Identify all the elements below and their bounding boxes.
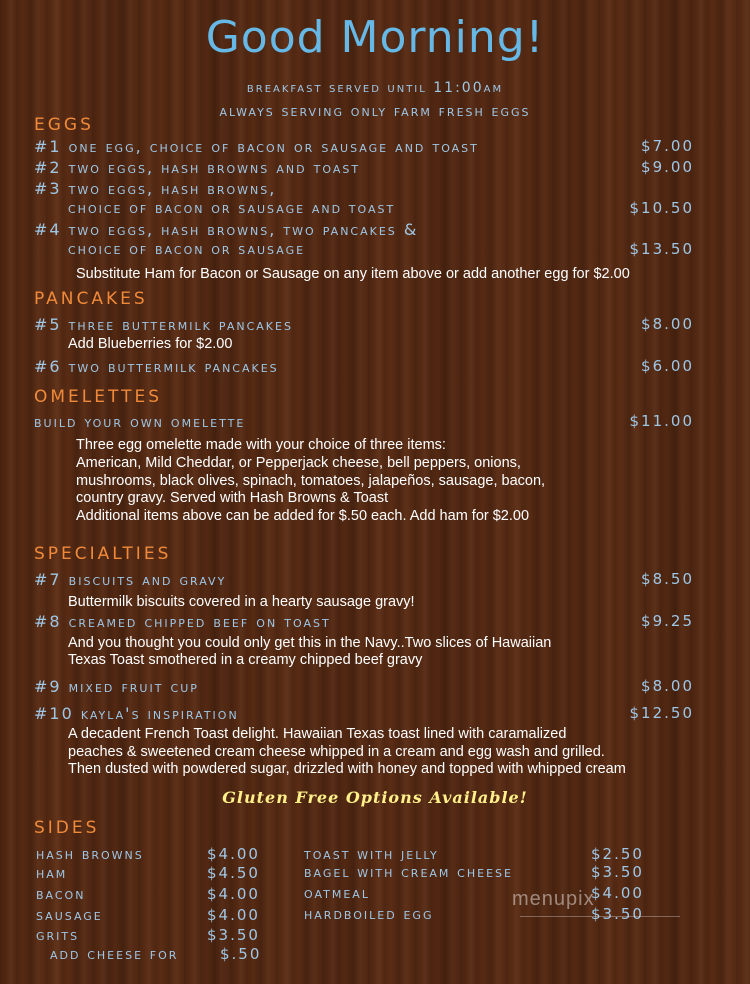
pancake-item-5-note: Add Blueberries for $2.00 <box>68 336 233 352</box>
side-sausage: sausage <box>36 906 103 924</box>
pancake-item-5: #5 three buttermilk pancakes <box>34 315 293 334</box>
side-bagel-price: $3.50 <box>591 863 644 881</box>
omelette-desc-4: country gravy. Served with Hash Browns & Toast <box>76 490 389 506</box>
watermark-underline <box>520 916 680 917</box>
side-ham-price: $4.50 <box>207 864 260 882</box>
egg-item-4: #4 two eggs, hash browns, two pancakes & <box>34 220 419 239</box>
eggs-note: Substitute Ham for Bacon or Sausage on any item above or add another egg for $2.00 <box>76 266 630 282</box>
specialties-heading: specialties <box>34 537 172 565</box>
gluten-free-banner: Gluten Free Options Available! <box>222 788 528 807</box>
side-oatmeal-price: $4.00 <box>591 884 644 902</box>
side-sausage-price: $4.00 <box>207 906 260 924</box>
specialty-item-10: #10 kayla's inspiration <box>34 704 239 723</box>
egg-item-2-price: $9.00 <box>641 158 694 176</box>
side-egg-price: $3.50 <box>591 905 644 923</box>
side-grits: grits <box>36 926 80 944</box>
omelette-desc-2: American, Mild Cheddar, or Pepperjack cheese, bell peppers, onions, <box>76 455 521 471</box>
egg-item-1-price: $7.00 <box>641 137 694 155</box>
specialty-item-7-price: $8.50 <box>641 570 694 588</box>
egg-item-3-price: $10.50 <box>629 199 694 217</box>
specialty-item-10-desc-2: peaches & sweetened cream cheese whipped in a cream and egg wash and grilled. <box>68 744 605 760</box>
specialty-item-7: #7 biscuits and gravy <box>34 570 227 589</box>
side-bacon-price: $4.00 <box>207 885 260 903</box>
specialty-item-9-price: $8.00 <box>641 677 694 695</box>
egg-item-4-cont: choice of bacon or sausage <box>68 240 306 258</box>
side-toast-with-jelly: toast with jelly <box>304 845 439 863</box>
side-add-cheese-price: $.50 <box>220 945 262 963</box>
hours-subtitle: breakfast served until 11:00am <box>246 80 504 96</box>
egg-item-3: #3 two eggs, hash browns, <box>34 179 277 198</box>
pancake-item-6-price: $6.00 <box>641 357 694 375</box>
specialty-item-9: #9 mixed fruit cup <box>34 677 199 696</box>
specialty-item-10-desc-3: Then dusted with powdered sugar, drizzled with honey and topped with whipped cream <box>68 761 626 777</box>
specialty-item-8-desc-2: Texas Toast smothered in a creamy chipped beef gravy <box>68 652 423 668</box>
pancakes-heading: pancakes <box>34 282 148 310</box>
specialty-item-8-price: $9.25 <box>641 612 694 630</box>
side-oatmeal: oatmeal <box>304 884 370 902</box>
sides-heading: sides <box>34 811 100 839</box>
side-bagel-cream-cheese: bagel with cream cheese <box>304 863 513 881</box>
omelette-build-price: $11.00 <box>629 412 694 430</box>
side-bacon: bacon <box>36 885 86 903</box>
omelette-desc-3: mushrooms, black olives, spinach, tomatoes, jalapeños, sausage, bacon, <box>76 473 546 489</box>
side-add-cheese: add cheese for <box>50 945 179 963</box>
pancake-item-6: #6 two buttermilk pancakes <box>34 357 279 376</box>
egg-item-2: #2 two eggs, hash browns and toast <box>34 158 361 177</box>
omelette-desc-1: Three egg omelette made with your choice of three items: <box>76 437 446 453</box>
side-hardboiled-egg: hardboiled egg <box>304 905 434 923</box>
side-hash-browns-price: $4.00 <box>207 845 260 863</box>
egg-item-3-cont: choice of bacon or sausage and toast <box>68 199 396 217</box>
page-title: Good Morning! <box>205 12 545 63</box>
specialty-item-10-price: $12.50 <box>629 704 694 722</box>
farm-fresh-subtitle: always serving only farm fresh eggs <box>219 102 531 120</box>
omelette-desc-5: Additional items above can be added for $.50 each. Add ham for $2.00 <box>76 508 530 524</box>
specialty-item-8-desc-1: And you thought you could only get this in the Navy..Two slices of Hawaiian <box>68 635 552 651</box>
specialty-item-8: #8 creamed chipped beef on toast <box>34 612 331 631</box>
pancake-item-5-price: $8.00 <box>641 315 694 333</box>
egg-item-1: #1 one egg, choice of bacon or sausage and toast <box>34 137 479 156</box>
side-grits-price: $3.50 <box>207 926 260 944</box>
menupix-watermark: menupix <box>512 888 595 910</box>
omelettes-heading: omelettes <box>34 380 163 408</box>
specialty-item-10-desc-1: A decadent French Toast delight. Hawaiian Texas toast lined with caramalized <box>68 726 567 742</box>
egg-item-4-price: $13.50 <box>629 240 694 258</box>
side-hash-browns: hash browns <box>36 845 144 863</box>
side-ham: ham <box>36 864 68 882</box>
omelette-build-your-own: build your own omelette <box>34 412 246 431</box>
side-toast-price: $2.50 <box>591 845 644 863</box>
specialty-item-7-desc: Buttermilk biscuits covered in a hearty sausage gravy! <box>68 594 415 610</box>
eggs-heading: eggs <box>34 108 94 136</box>
